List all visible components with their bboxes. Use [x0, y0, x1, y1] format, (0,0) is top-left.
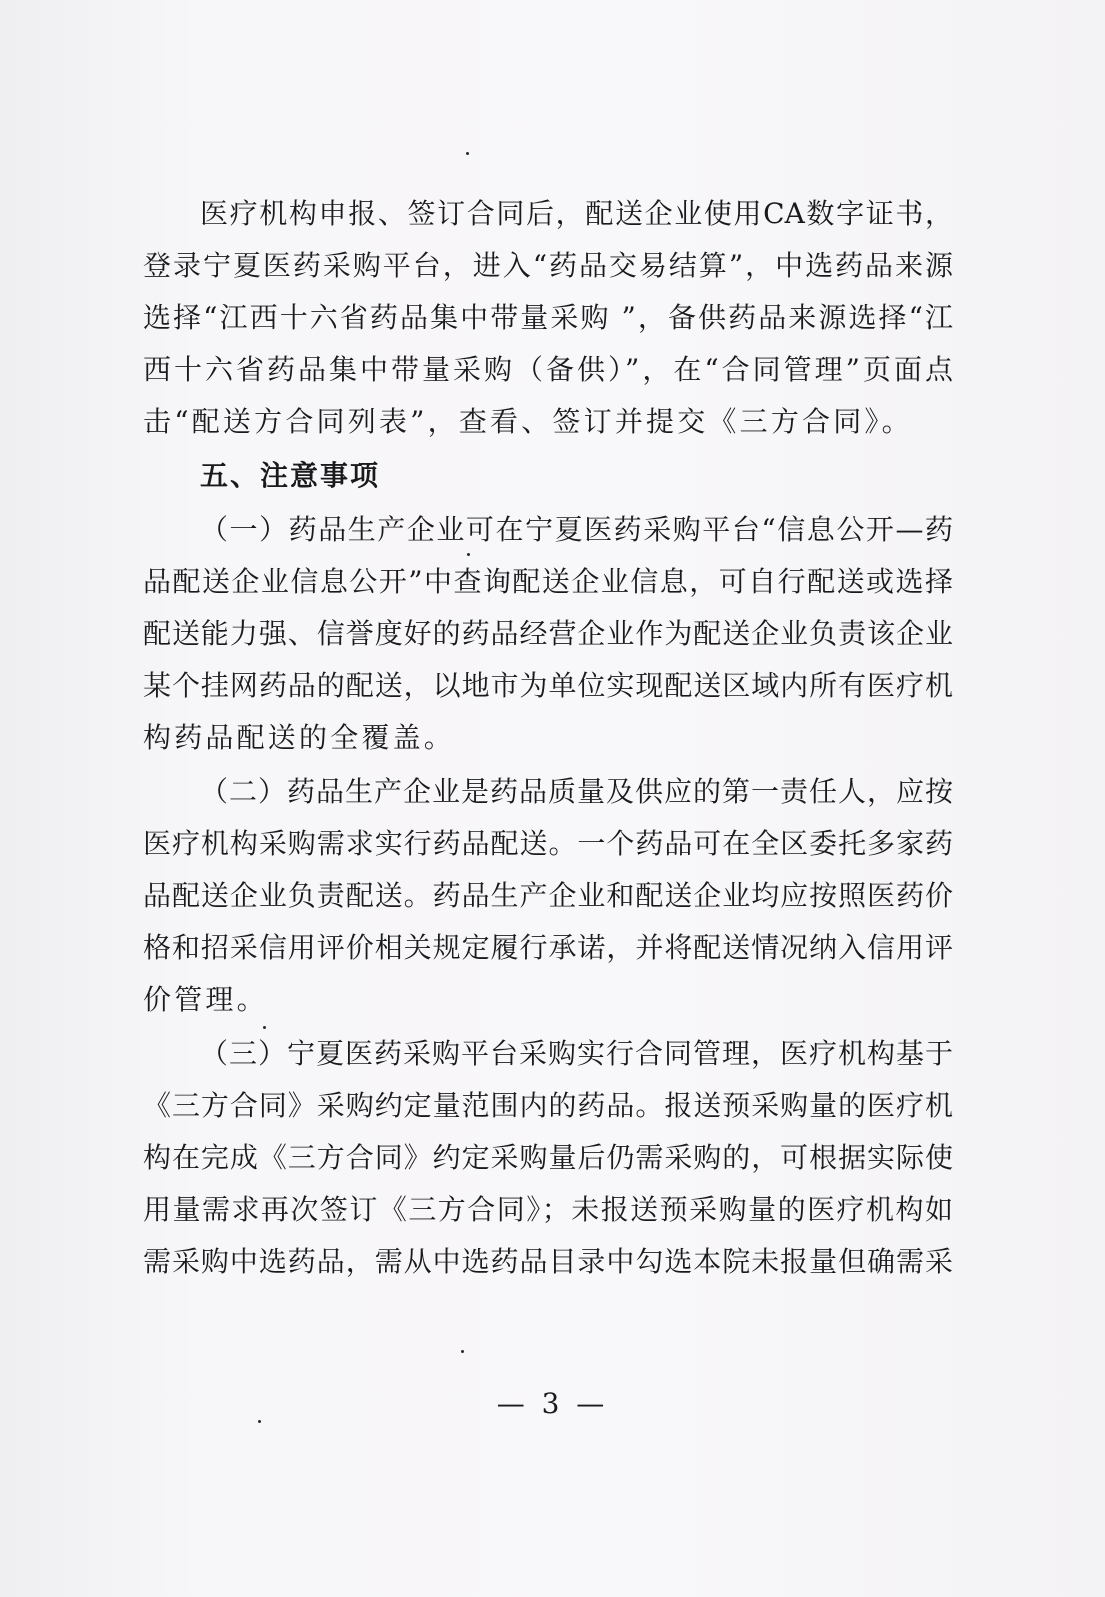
scan-speck [263, 1026, 266, 1029]
paragraph-item-3-line: 《三方合同》采购约定量范围内的药品。报送预采购量的医疗机 [143, 1089, 953, 1122]
paragraph-item-3-line: （三）宁夏医药采购平台采购实行合同管理，医疗机构基于 [200, 1037, 953, 1070]
section-heading: 五、注意事项 [200, 459, 381, 492]
paragraph-intro-line: 选择“江西十六省药品集中带量采购 ”，备供药品来源选择“江 [143, 301, 953, 334]
scan-speck [466, 152, 469, 155]
paragraph-item-1-line: （一）药品生产企业可在宁夏医药采购平台“信息公开—药 [200, 513, 953, 546]
paragraph-item-3-line: 构在完成《三方合同》约定采购量后仍需采购的，可根据实际使 [143, 1141, 953, 1174]
scan-speck [467, 553, 470, 556]
paragraph-item-1-line: 品配送企业信息公开”中查询配送企业信息，可自行配送或选择 [143, 565, 953, 598]
paragraph-item-1-line: 构药品配送的全覆盖。 [143, 721, 456, 754]
paragraph-intro-line: 击“配送方合同列表”，查看、签订并提交《三方合同》。 [143, 405, 913, 438]
paragraph-intro-line: 西十六省药品集中带量采购（备供）”，在“合同管理”页面点 [143, 353, 953, 386]
paragraph-item-1-line: 配送能力强、信誉度好的药品经营企业作为配送企业负责该企业 [143, 617, 953, 650]
paragraph-item-2-line: （二）药品生产企业是药品质量及供应的第一责任人，应按 [200, 775, 953, 808]
paragraph-intro-line: 医疗机构申报、签订合同后，配送企业使用CA数字证书， [200, 197, 953, 230]
paragraph-item-2-line: 格和招采信用评价相关规定履行承诺，并将配送情况纳入信用评 [143, 931, 953, 964]
page-number: — 3 — [496, 1387, 609, 1420]
paragraph-item-3-line: 用量需求再次签订《三方合同》；未报送预采购量的医疗机构如 [143, 1193, 953, 1226]
paragraph-item-2-line: 医疗机构采购需求实行药品配送。一个药品可在全区委托多家药 [143, 827, 953, 860]
paragraph-item-2-line: 品配送企业负责配送。药品生产企业和配送企业均应按照医药价 [143, 879, 953, 912]
paragraph-intro-line: 登录宁夏医药采购平台，进入“药品交易结算”，中选药品来源 [143, 249, 953, 282]
paragraph-item-2-line: 价管理。 [143, 983, 268, 1016]
paragraph-item-3-line: 需采购中选药品，需从中选药品目录中勾选本院未报量但确需采 [143, 1245, 953, 1278]
paragraph-item-1-line: 某个挂网药品的配送，以地市为单位实现配送区域内所有医疗机 [143, 669, 953, 702]
scan-speck [461, 1350, 464, 1353]
